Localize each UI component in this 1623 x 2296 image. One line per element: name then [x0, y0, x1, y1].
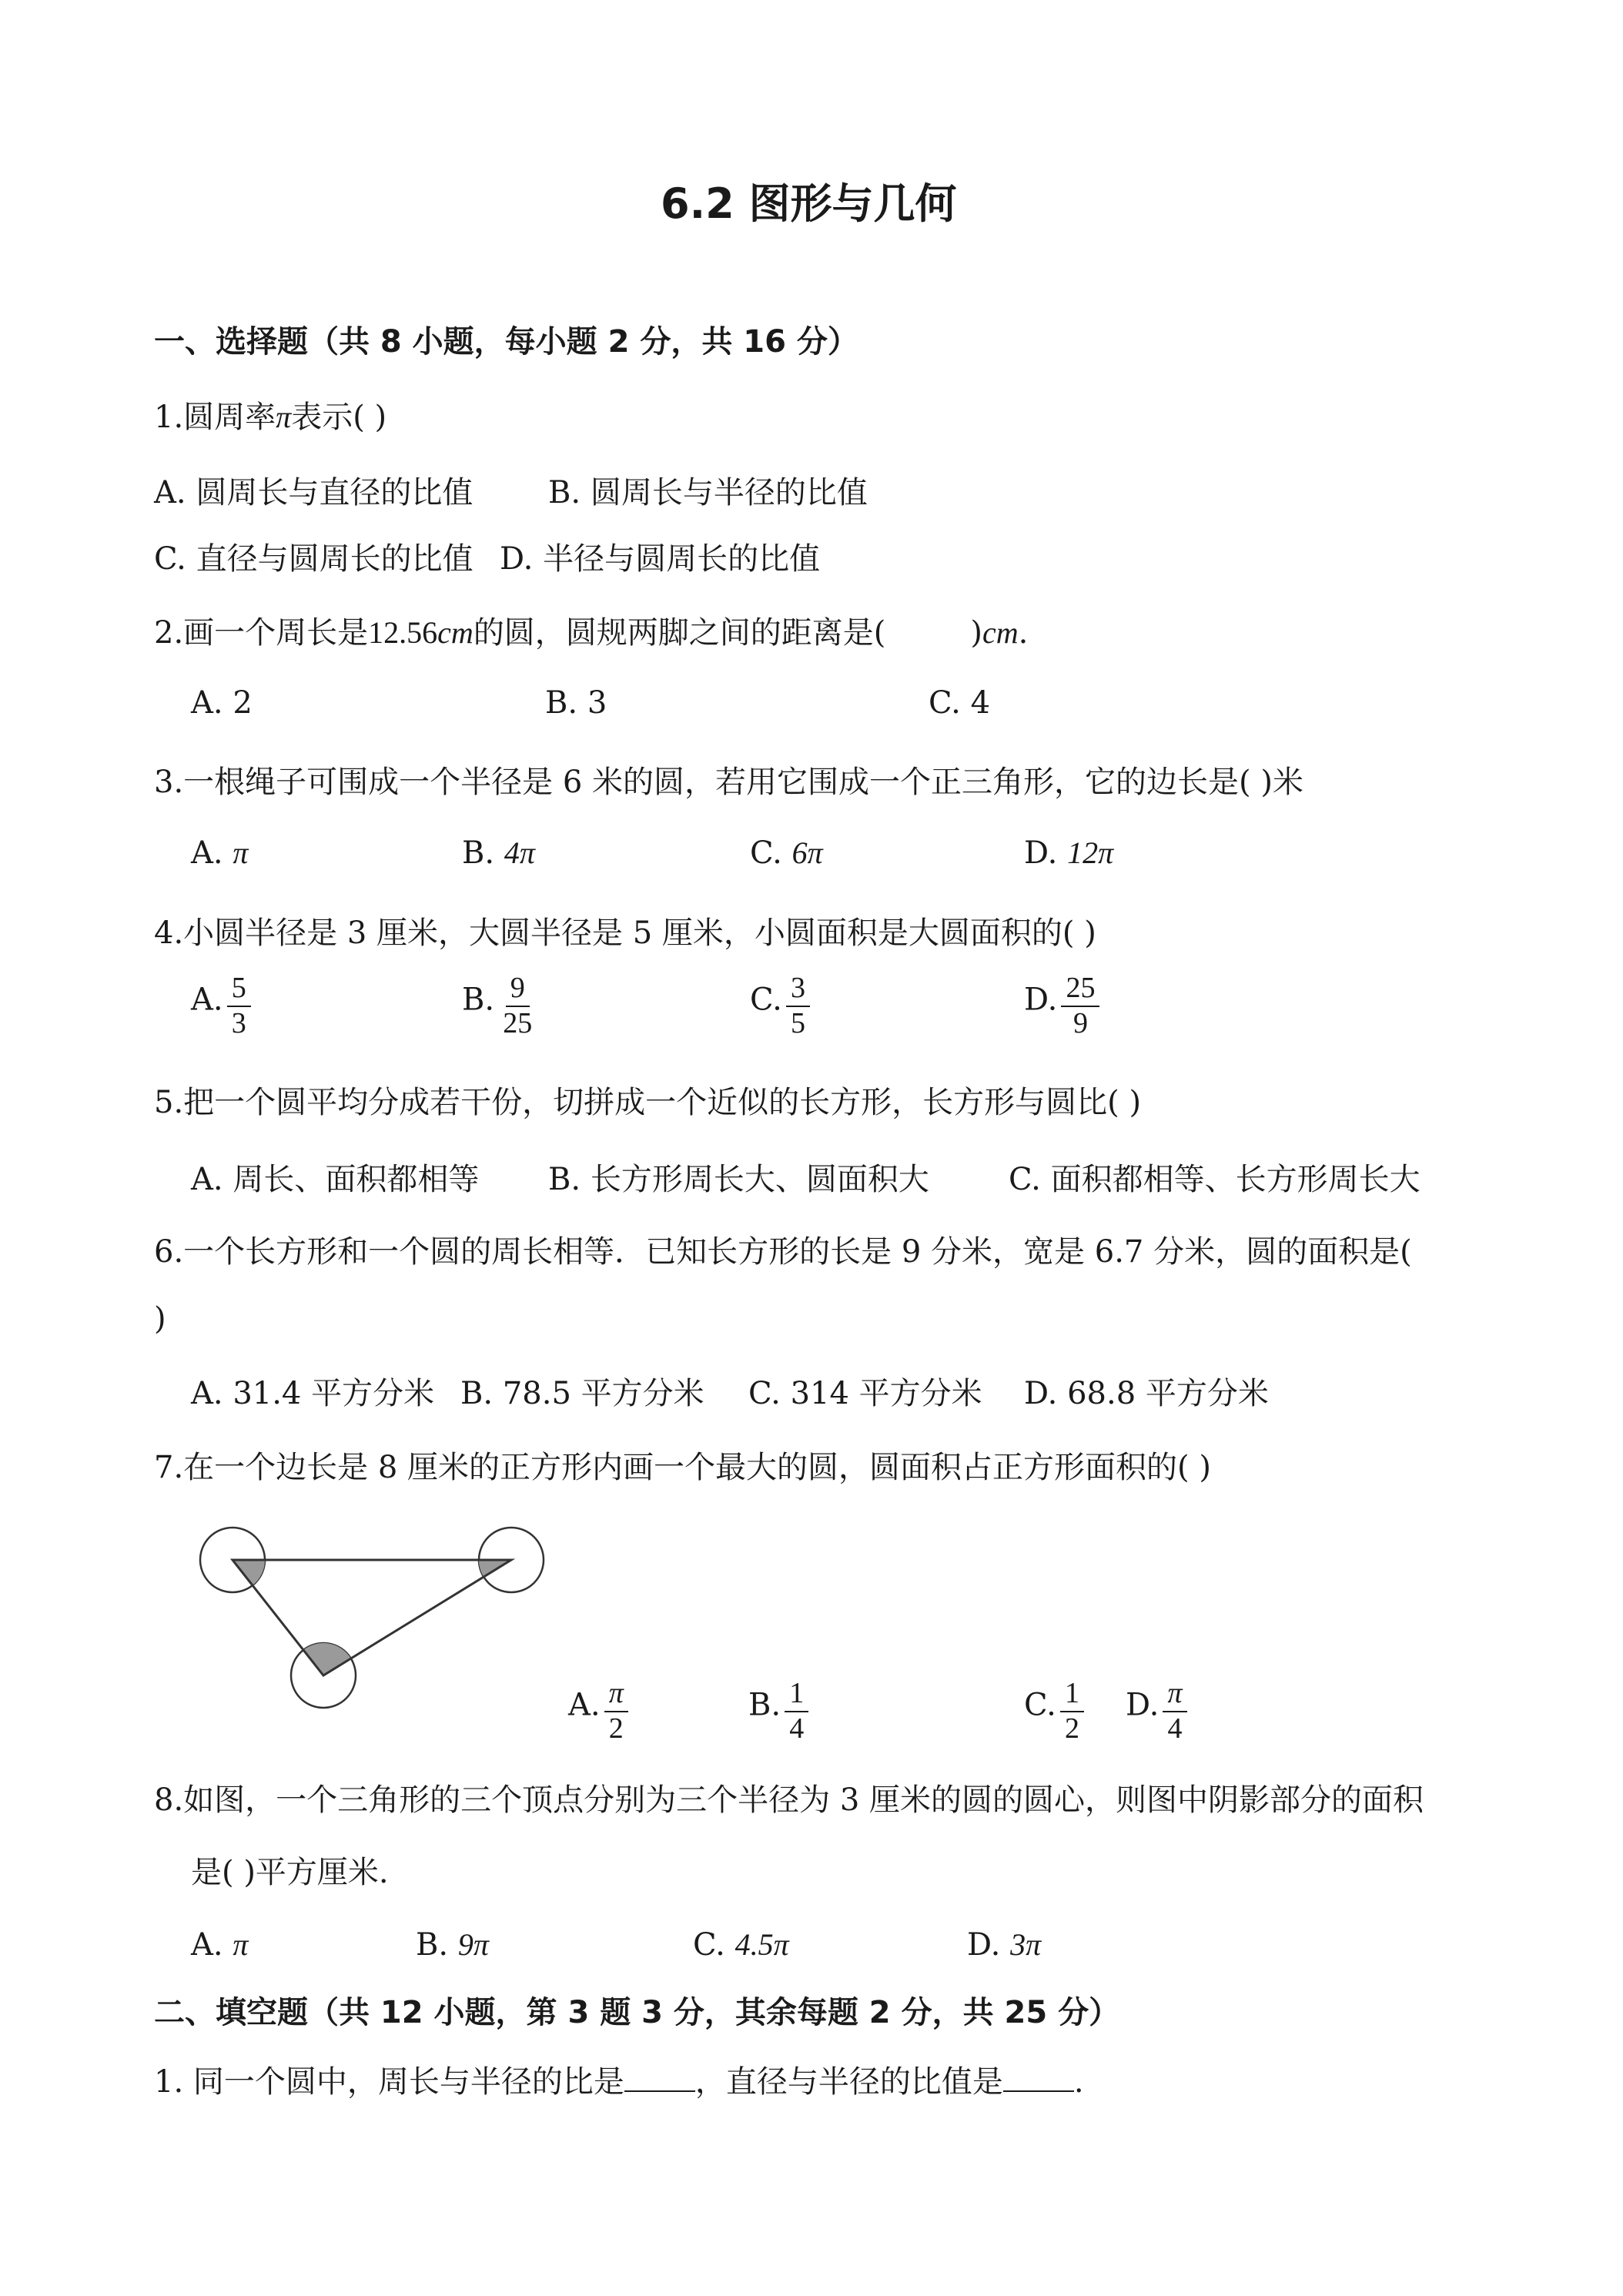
q5-option-b[interactable]: B. 长方形周长大、圆面积大: [548, 1162, 929, 1197]
q5-option-c[interactable]: C. 面积都相等、长方形周长大: [1009, 1162, 1421, 1197]
question-6: 6.一个长方形和一个圆的周长相等．已知长方形的长是 9 分米，宽是 6.7 分米，圆的面积是(: [154, 1234, 1412, 1270]
q6-option-b[interactable]: B. 78.5 平方分米: [460, 1376, 704, 1411]
question-3: 3.一根绳子可围成一个半径是 6 米的圆，若用它围成一个正三角形，它的边长是( )米: [154, 765, 1303, 800]
numerator: 9: [506, 973, 530, 1007]
question-6-cont: ): [154, 1301, 166, 1337]
option-value: 12π: [1067, 835, 1114, 870]
q2-option-a[interactable]: A. 2: [191, 685, 253, 721]
question-1-text-end: 表示( ): [291, 400, 387, 435]
triangle: [233, 1560, 511, 1675]
q1-option-b[interactable]: B. 圆周长与半径的比值: [548, 475, 868, 510]
numerator: 3: [786, 973, 810, 1007]
q7-option-d[interactable]: [1126, 1678, 1187, 1745]
q8-option-d[interactable]: [967, 1926, 1041, 1963]
q5-option-a[interactable]: A. 周长、面积都相等: [191, 1162, 480, 1197]
option-label: D.: [967, 1927, 1001, 1963]
numerator: 25: [1061, 973, 1099, 1007]
q7-option-a[interactable]: [568, 1678, 628, 1745]
option-label: B.: [416, 1927, 449, 1963]
q2-option-c[interactable]: C. 4: [929, 685, 991, 721]
pi-symbol: π: [276, 400, 292, 434]
fraction: [786, 973, 810, 1039]
numerator: π: [604, 1678, 628, 1712]
question-2-unit-end: cm: [982, 615, 1019, 650]
option-label: C.: [693, 1927, 725, 1963]
q6-option-d[interactable]: D. 68.8 平方分米: [1024, 1376, 1269, 1411]
q4-option-d[interactable]: [1024, 973, 1099, 1039]
denominator: 3: [231, 1006, 246, 1039]
q1-option-a[interactable]: A. 圆周长与直径的比值: [154, 475, 474, 510]
q3-option-a[interactable]: [191, 835, 248, 871]
question-8-cont: 是( )平方厘米.: [191, 1855, 389, 1890]
q3-option-b[interactable]: [462, 835, 535, 871]
q4-option-c[interactable]: [750, 973, 810, 1039]
option-value: 6π: [791, 835, 823, 870]
option-label: D.: [1126, 1687, 1160, 1723]
fraction: [1163, 1678, 1186, 1745]
q3-option-d[interactable]: [1024, 835, 1113, 871]
fraction: [1061, 973, 1099, 1039]
option-label: C.: [750, 982, 782, 1018]
numerator: π: [1163, 1678, 1186, 1712]
fraction: [227, 973, 251, 1039]
question-2-unit: cm: [437, 615, 474, 650]
option-value: 4.5π: [735, 1927, 789, 1962]
option-label: D.: [1024, 982, 1058, 1018]
option-value: π: [233, 1927, 249, 1962]
option-label: B.: [748, 1687, 781, 1723]
numerator: 1: [1060, 1678, 1084, 1712]
question-1-text: 1.圆周率: [154, 400, 276, 435]
q3-option-c[interactable]: [750, 835, 823, 871]
question-2-value: 12.56: [368, 615, 438, 650]
q1-option-c[interactable]: C. 直径与圆周长的比值: [154, 541, 474, 577]
page-title: 6.2 图形与几何: [661, 179, 957, 228]
option-label: A.: [191, 982, 223, 1018]
option-label: B.: [462, 835, 495, 871]
question-7: 7.在一个边长是 8 厘米的正方形内画一个最大的圆，圆面积占正方形面积的( ): [154, 1450, 1211, 1485]
q7-option-c[interactable]: [1024, 1678, 1084, 1745]
question-2-text: 2.画一个周长是: [154, 615, 369, 651]
fraction: [1060, 1678, 1084, 1745]
answer-blank-1[interactable]: [624, 2064, 695, 2092]
q2-option-b[interactable]: B. 3: [545, 685, 607, 721]
fill-question-1-period: .: [1073, 2064, 1084, 2100]
option-value: 3π: [1010, 1927, 1042, 1962]
denominator: 9: [1073, 1006, 1088, 1039]
q7-option-b[interactable]: [748, 1678, 808, 1745]
fraction: [498, 973, 537, 1039]
option-label: B.: [462, 982, 495, 1018]
q1-option-d[interactable]: D. 半径与圆周长的比值: [500, 541, 821, 577]
option-label: D.: [1024, 835, 1058, 871]
fill-question-1-text: 1. 同一个圆中，周长与半径的比是: [154, 2064, 624, 2100]
fraction: [604, 1678, 628, 1745]
section-heading-fill: 二、填空题（共 12 小题，第 3 题 3 分，其余每题 2 分，共 25 分）: [154, 1995, 1120, 2030]
question-8: 8.如图，一个三角形的三个顶点分别为三个半径为 3 厘米的圆的圆心，则图中阴影部分的面积: [154, 1782, 1424, 1818]
question-4: 4.小圆半径是 3 厘米，大圆半径是 5 厘米，小圆面积是大圆面积的( ): [154, 915, 1096, 951]
denominator: 4: [789, 1712, 805, 1745]
q4-option-a[interactable]: [191, 973, 251, 1039]
question-2-paren: ): [970, 615, 983, 651]
q4-option-b[interactable]: [462, 973, 537, 1039]
denominator: 2: [1065, 1712, 1079, 1745]
q8-option-c[interactable]: [693, 1926, 789, 1963]
question-2-period: .: [1018, 615, 1029, 651]
option-value: π: [233, 835, 249, 870]
q8-option-b[interactable]: [416, 1926, 489, 1963]
option-value: 4π: [504, 835, 535, 870]
option-label: A.: [191, 1927, 223, 1963]
question-2: [154, 608, 1028, 652]
denominator: 4: [1167, 1712, 1183, 1745]
q6-option-c[interactable]: C. 314 平方分米: [748, 1376, 982, 1411]
numerator: 1: [785, 1678, 808, 1712]
denominator: 25: [503, 1006, 533, 1039]
option-label: A.: [568, 1687, 601, 1723]
option-value: 9π: [457, 1927, 489, 1962]
fraction: [785, 1678, 808, 1745]
option-label: C.: [1024, 1687, 1056, 1723]
option-label: A.: [191, 835, 223, 871]
denominator: 5: [791, 1006, 805, 1039]
q6-option-a[interactable]: A. 31.4 平方分米: [191, 1376, 435, 1411]
question-2-text-middle: 的圆，圆规两脚之间的距离是(: [473, 615, 886, 651]
answer-blank-2[interactable]: [1003, 2064, 1074, 2092]
numerator: 5: [227, 973, 251, 1007]
fill-question-1-text-middle: ，直径与半径的比值是: [694, 2064, 1003, 2100]
question-5: 5.把一个圆平均分成若干份，切拼成一个近似的长方形，长方形与圆比( ): [154, 1085, 1142, 1120]
section-heading-choice: 一、选择题（共 8 小题，每小题 2 分，共 16 分）: [154, 324, 858, 360]
option-label: C.: [750, 835, 782, 871]
q8-option-a[interactable]: [191, 1926, 248, 1963]
fill-question-1: [154, 2057, 1084, 2101]
denominator: 2: [608, 1712, 624, 1745]
triangle-circles-figure: [185, 1501, 585, 1725]
question-1: [154, 393, 387, 437]
